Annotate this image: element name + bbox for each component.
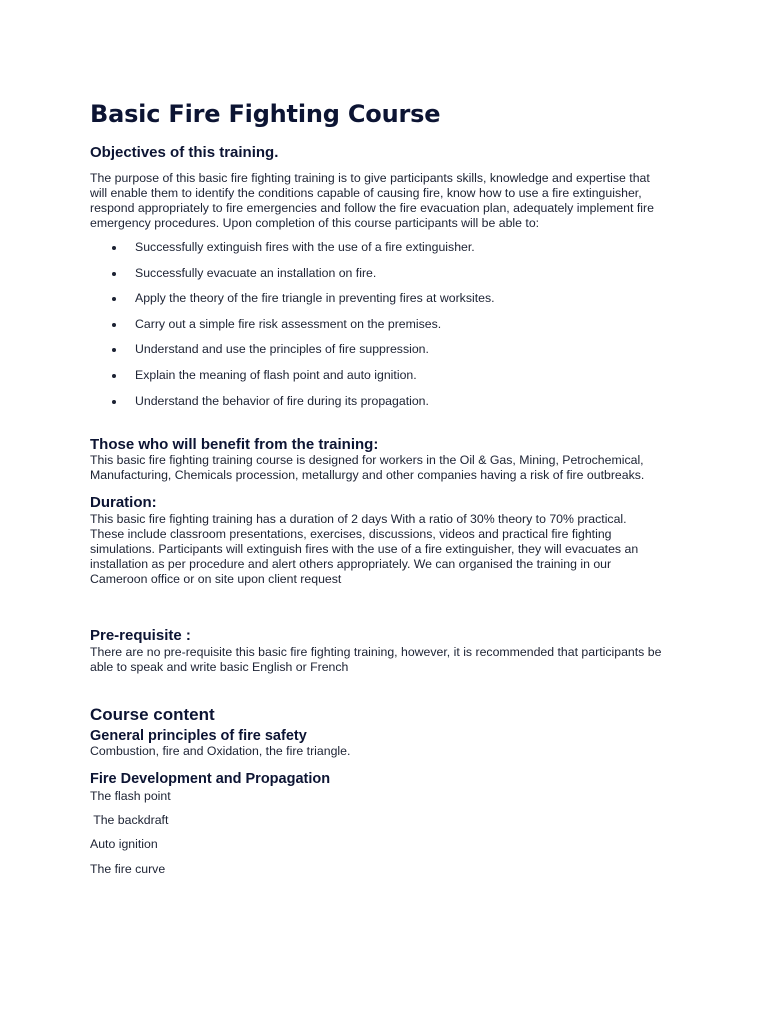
prerequisite-line: able to speak and write basic English or French	[90, 660, 349, 674]
bullet-icon	[112, 246, 116, 250]
duration-text	[90, 512, 690, 587]
bullet-icon	[112, 374, 116, 378]
duration-line: installation as per procedure and alert others appropriately. We can organised the training in our	[90, 557, 612, 571]
course-content-heading: Course content	[90, 705, 215, 724]
list-item	[108, 394, 495, 420]
page-title: Basic Fire Fighting Course	[90, 100, 441, 128]
list-item	[108, 291, 495, 317]
benefit-heading: Those who will benefit from the training:	[90, 436, 379, 453]
bullet-icon	[112, 323, 116, 327]
list-item-text: Successfully extinguish fires with the use of a fire extinguisher.	[135, 240, 475, 254]
list-item	[108, 317, 495, 343]
fire-development-item: Auto ignition	[90, 837, 158, 851]
objectives-line: emergency procedures. Upon completion of this course participants will be able to:	[90, 216, 540, 230]
benefit-line: Manufacturing, Chemicals procession, metallurgy and other companies having a risk of fire outbreaks.	[90, 468, 645, 482]
list-item	[108, 240, 495, 266]
duration-line: Cameroon office or on site upon client request	[90, 572, 342, 586]
benefit-line: This basic fire fighting training course is designed for workers in the Oil & Gas, Mining, Petrochemical,	[90, 453, 644, 467]
prerequisite-text	[90, 645, 690, 675]
list-item-text: Understand and use the principles of fire suppression.	[135, 342, 429, 357]
benefit-text	[90, 453, 690, 483]
fire-development-heading: Fire Development and Propagation	[90, 771, 331, 787]
objectives-line: respond appropriately to fire emergencies and follow the fire evacuation plan, adequately implement fire	[90, 201, 654, 215]
list-item	[108, 368, 495, 394]
bullet-icon	[112, 400, 116, 404]
list-item-text: Apply the theory of the fire triangle in preventing fires at worksites.	[135, 291, 495, 306]
bullet-icon	[112, 272, 116, 276]
objectives-heading: Objectives of this training.	[90, 144, 279, 161]
prerequisite-line: There are no pre-requisite this basic fire fighting training, however, it is recommended that participants be	[90, 645, 662, 659]
duration-line: simulations. Participants will extinguish fires with the use of a fire extinguisher, they will evacuates an	[90, 542, 639, 556]
list-item-text: Understand the behavior of fire during its propagation.	[135, 393, 429, 408]
objectives-line: The purpose of this basic fire fighting training is to give participants skills, knowledge and expertise that	[90, 171, 650, 185]
fire-development-item: The flash point	[90, 789, 171, 803]
list-item-text: Carry out a simple fire risk assessment on the premises.	[135, 316, 442, 331]
general-principles-text: Combustion, fire and Oxidation, the fire triangle.	[90, 744, 351, 758]
duration-line: This basic fire fighting training has a duration of 2 days With a ratio of 30% theory to 70% practical.	[90, 512, 627, 526]
prerequisite-heading: Pre-requisite :	[90, 627, 191, 644]
bullet-icon	[112, 348, 116, 352]
fire-development-item: The fire curve	[90, 862, 166, 876]
list-item	[108, 266, 495, 292]
duration-line: These include classroom presentations, exercises, discussions, videos and practical fire fighting	[90, 527, 612, 541]
list-item-text: Explain the meaning of flash point and auto ignition.	[135, 367, 417, 382]
general-principles-heading: General principles of fire safety	[90, 728, 307, 744]
list-item	[108, 342, 495, 368]
objectives-line: will enable them to identify the conditions capable of causing fire, know how to use a fire extinguisher,	[90, 186, 642, 200]
bullet-icon	[112, 297, 116, 301]
objectives-list	[108, 240, 495, 419]
list-item-text: Successfully evacuate an installation on fire.	[135, 265, 377, 280]
fire-development-item: The backdraft	[90, 813, 169, 827]
duration-heading: Duration:	[90, 494, 157, 511]
objectives-intro	[90, 171, 690, 231]
